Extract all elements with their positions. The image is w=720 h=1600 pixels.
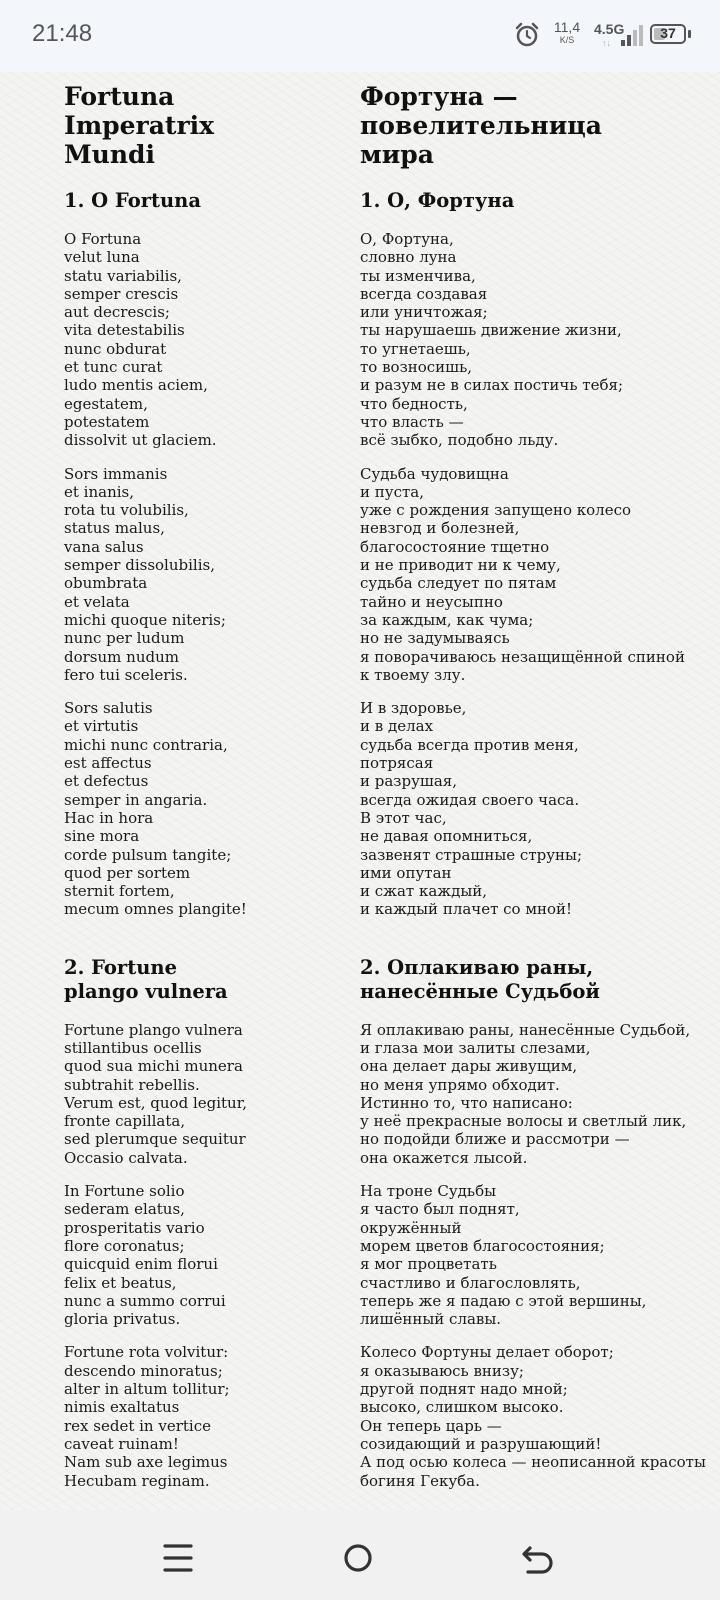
poem-line: что бедность, bbox=[360, 394, 468, 413]
poem-line: sternit fortem, bbox=[64, 882, 175, 901]
poem-line: alter in altum tollitur; bbox=[64, 1380, 230, 1399]
poem-line: status malus, bbox=[64, 519, 165, 538]
latin-heading-1: 1. O Fortuna bbox=[64, 189, 201, 212]
russian-title: Фортуна — повелительница мира bbox=[360, 82, 602, 169]
poem-line: и сжат каждый, bbox=[360, 882, 488, 901]
russian-stanza bbox=[360, 1343, 720, 1489]
poem-line: к твоему злу. bbox=[360, 665, 466, 684]
poem-line: благосостояние тщетно bbox=[360, 537, 550, 556]
poem-line: но подойди ближе и рассмотри — bbox=[360, 1130, 630, 1149]
poem-line: и разрушая, bbox=[360, 772, 458, 791]
battery-level: 37 bbox=[660, 25, 676, 41]
poem-line: богиня Гекуба. bbox=[360, 1471, 480, 1490]
poem-line: окружённый bbox=[360, 1218, 462, 1237]
poem-line: gloria privatus. bbox=[64, 1310, 181, 1329]
poem-line: velut luna bbox=[64, 248, 140, 267]
poem-line: et tunc curat bbox=[64, 358, 163, 377]
poem-line: Hecubam reginam. bbox=[64, 1471, 210, 1490]
network-type: 4.5G bbox=[594, 21, 625, 37]
section-gap bbox=[64, 934, 344, 956]
poem-line: В этот час, bbox=[360, 808, 447, 827]
poem-line: stillantibus ocellis bbox=[64, 1038, 202, 1057]
latin-stanza bbox=[64, 1343, 344, 1489]
poem-line: созидающий и разрушающий! bbox=[360, 1434, 602, 1453]
poem-line: et defectus bbox=[64, 772, 149, 791]
poem-line: ими опутан bbox=[360, 863, 452, 882]
poem-line: O Fortuna bbox=[64, 230, 142, 248]
poem-line: quicquid enim florui bbox=[64, 1255, 218, 1274]
poem-line: не давая опомниться, bbox=[360, 827, 533, 846]
poem-line: subtrahit rebellis. bbox=[64, 1075, 200, 1094]
poem-line: что власть — bbox=[360, 412, 464, 431]
poem-line: но меня упрямо обходит. bbox=[360, 1075, 560, 1094]
poem-line: другой поднят надо мной; bbox=[360, 1380, 568, 1399]
poem-line: Sors immanis bbox=[64, 464, 168, 483]
latin-stanza bbox=[64, 1021, 344, 1167]
poem-line: то угнетаешь, bbox=[360, 339, 471, 358]
poem-line: sed plerumque sequitur bbox=[64, 1130, 246, 1149]
poem-line: Nam sub axe legimus bbox=[64, 1453, 228, 1472]
poem-line: и не приводит ни к чему, bbox=[360, 556, 561, 575]
russian-stanza bbox=[360, 1021, 720, 1167]
poem-line: судьба всегда против меня, bbox=[360, 735, 579, 754]
poem-line: А под осью колеса — неописанной красоты bbox=[360, 1453, 706, 1472]
poem-line: semper in angaria. bbox=[64, 790, 208, 809]
poem-line: всё зыбко, подобно льду. bbox=[360, 431, 559, 450]
russian-stanza bbox=[360, 230, 720, 450]
poem-line: sine mora bbox=[64, 827, 140, 846]
poem-line: michi quoque niteris; bbox=[64, 610, 226, 629]
poem-line: зазвенят страшные струны; bbox=[360, 845, 583, 864]
poem-content[interactable] bbox=[0, 72, 720, 1510]
poem-line: счастливо и благословлять, bbox=[360, 1273, 581, 1292]
poem-line: prosperitatis vario bbox=[64, 1218, 205, 1237]
poem-line: Колесо Фортуны делает оборот; bbox=[360, 1343, 614, 1362]
poem-line: лишённый славы. bbox=[360, 1310, 502, 1329]
section-gap bbox=[360, 934, 720, 956]
poem-line: egestatem, bbox=[64, 394, 148, 413]
menu-icon[interactable] bbox=[158, 1538, 198, 1578]
poem-line: rota tu volubilis, bbox=[64, 501, 189, 520]
poem-line: et virtutis bbox=[64, 717, 139, 736]
poem-line: я часто был поднят, bbox=[360, 1200, 520, 1219]
battery-icon bbox=[650, 24, 690, 46]
poem-line: nunc a summo corrui bbox=[64, 1291, 226, 1310]
poem-line: Я оплакиваю раны, нанесённые Судьбой, bbox=[360, 1020, 691, 1039]
poem-line: и глаза мои залиты слезами, bbox=[360, 1038, 591, 1057]
net-speed-unit: K/S bbox=[559, 35, 575, 45]
latin-title: Fortuna Imperatrix Mundi bbox=[64, 82, 215, 169]
russian-heading-1: 1. О, Фортуна bbox=[360, 189, 515, 212]
poem-line: mecum omnes plangite! bbox=[64, 900, 247, 919]
poem-line: но не задумываясь bbox=[360, 629, 510, 648]
poem-line: морем цветов благосостояния; bbox=[360, 1236, 605, 1255]
poem-line: На троне Судьбы bbox=[360, 1182, 497, 1201]
poem-line: caveat ruinam! bbox=[64, 1434, 179, 1453]
latin-stanza bbox=[64, 465, 344, 685]
battery-tip bbox=[688, 30, 691, 38]
poem-line: или уничтожая; bbox=[360, 303, 488, 322]
poem-line: Hac in hora bbox=[64, 808, 154, 827]
poem-line: aut decrescis; bbox=[64, 303, 170, 322]
poem-line: я поворачиваюсь незащищённой спиной bbox=[360, 647, 685, 666]
poem-line: я мог процветать bbox=[360, 1255, 497, 1274]
russian-heading-2: 2. Оплакиваю раны, нанесённые Судьбой bbox=[360, 955, 600, 1003]
poem-line: vana salus bbox=[64, 537, 144, 556]
poem-line: rex sedet in vertice bbox=[64, 1416, 211, 1435]
poem-line: тайно и неусыпно bbox=[360, 592, 503, 611]
poem-line: et velata bbox=[64, 592, 130, 611]
poem-line: О, Фортуна, bbox=[360, 230, 454, 248]
signal-icon bbox=[620, 24, 644, 46]
poem-line: nunc per ludum bbox=[64, 629, 185, 648]
status-time: 21:48 bbox=[32, 20, 93, 47]
poem-line: quod sua michi munera bbox=[64, 1057, 243, 1076]
net-speed-value: 11,4 bbox=[553, 19, 581, 35]
poem-line: nunc obdurat bbox=[64, 339, 167, 358]
poem-line: corde pulsum tangite; bbox=[64, 845, 232, 864]
poem-line: ludo mentis aciem, bbox=[64, 376, 208, 395]
poem-line: nimis exaltatus bbox=[64, 1398, 180, 1417]
poem-line: Fortune rota volvitur: bbox=[64, 1343, 229, 1362]
network-arrows: ↑↓ bbox=[602, 38, 611, 48]
poem-line: semper dissolubilis, bbox=[64, 556, 215, 575]
poem-line: michi nunc contraria, bbox=[64, 735, 228, 754]
status-bar bbox=[0, 0, 720, 72]
poem-line: In Fortune solio bbox=[64, 1182, 185, 1201]
poem-line: и разум не в силах постичь тебя; bbox=[360, 376, 624, 395]
latin-column bbox=[64, 82, 344, 1505]
poem-line: невзгод и болезней, bbox=[360, 519, 520, 538]
russian-stanza bbox=[360, 1182, 720, 1328]
home-icon[interactable] bbox=[338, 1538, 378, 1578]
poem-line: И в здоровье, bbox=[360, 699, 467, 718]
poem-line: est affectus bbox=[64, 754, 152, 773]
poem-line: Verum est, quod legitur, bbox=[64, 1093, 248, 1112]
russian-stanza bbox=[360, 465, 720, 685]
poem-line: Fortune plango vulnera bbox=[64, 1020, 243, 1039]
poem-line: она окажется лысой. bbox=[360, 1148, 528, 1167]
latin-stanza bbox=[64, 699, 344, 919]
poem-line: flore coronatus; bbox=[64, 1236, 185, 1255]
poem-line: словно луна bbox=[360, 248, 457, 267]
russian-column bbox=[360, 82, 720, 1505]
poem-line: dorsum nudum bbox=[64, 647, 179, 666]
poem-line: obumbrata bbox=[64, 574, 148, 593]
poem-line: sederam elatus, bbox=[64, 1200, 185, 1219]
poem-line: fero tui sceleris. bbox=[64, 665, 188, 684]
poem-line: она делает дары живущим, bbox=[360, 1057, 578, 1076]
poem-line: всегда создавая bbox=[360, 284, 488, 303]
latin-stanza bbox=[64, 230, 344, 450]
poem-line: то возносишь, bbox=[360, 358, 473, 377]
poem-line: уже с рождения запущено колесо bbox=[360, 501, 632, 520]
net-speed bbox=[550, 20, 584, 45]
poem-line: Occasio calvata. bbox=[64, 1148, 188, 1167]
poem-line: Sors salutis bbox=[64, 699, 153, 718]
poem-line: potestatem bbox=[64, 412, 150, 431]
poem-line: за каждым, как чума; bbox=[360, 610, 534, 629]
back-icon[interactable] bbox=[518, 1538, 558, 1578]
poem-line: теперь же я падаю с этой вершины, bbox=[360, 1291, 647, 1310]
poem-line: всегда ожидая своего часа. bbox=[360, 790, 580, 809]
poem-line: Он теперь царь — bbox=[360, 1416, 502, 1435]
poem-line: vita detestabilis bbox=[64, 321, 185, 340]
poem-line: fronte capillata, bbox=[64, 1112, 186, 1131]
poem-line: ты изменчива, bbox=[360, 266, 476, 285]
poem-line: Истинно то, что написано: bbox=[360, 1093, 573, 1112]
poem-line: у неё прекрасные волосы и светлый лик, bbox=[360, 1112, 687, 1131]
navigation-bar bbox=[0, 1510, 720, 1600]
poem-line: quod per sortem bbox=[64, 863, 191, 882]
poem-line: felix et beatus, bbox=[64, 1273, 177, 1292]
latin-heading-2: 2. Fortune plango vulnera bbox=[64, 955, 228, 1003]
latin-stanza bbox=[64, 1182, 344, 1328]
poem-line: высоко, слишком высоко. bbox=[360, 1398, 564, 1417]
alarm-icon bbox=[514, 22, 540, 48]
poem-line: semper crescis bbox=[64, 284, 179, 303]
poem-line: dissolvit ut glaciem. bbox=[64, 431, 217, 450]
poem-line: я оказываюсь внизу; bbox=[360, 1361, 524, 1380]
poem-line: и пуста, bbox=[360, 482, 424, 501]
poem-line: потрясая bbox=[360, 754, 434, 773]
poem-line: и каждый плачет со мной! bbox=[360, 900, 573, 919]
poem-line: и в делах bbox=[360, 717, 434, 736]
poem-line: ты нарушаешь движение жизни, bbox=[360, 321, 622, 340]
poem-line: судьба следует по пятам bbox=[360, 574, 557, 593]
poem-line: Судьба чудовищна bbox=[360, 464, 509, 483]
poem-line: descendo minoratus; bbox=[64, 1361, 223, 1380]
poem-line: statu variabilis, bbox=[64, 266, 182, 285]
poem-line: et inanis, bbox=[64, 482, 134, 501]
russian-stanza bbox=[360, 699, 720, 919]
